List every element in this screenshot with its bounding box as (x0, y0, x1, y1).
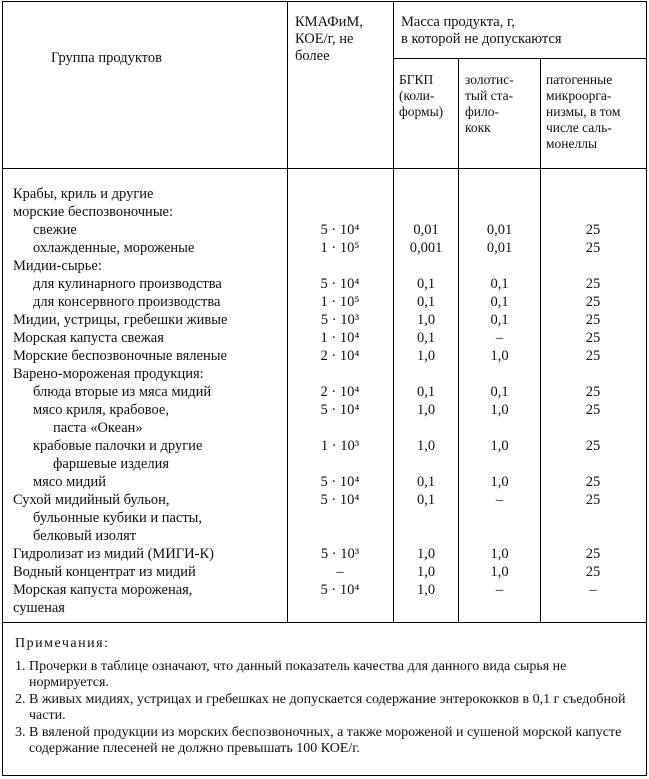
note-text: В вяленой продукции из морских беспозвоночных, а также мороженой и сушеной морской капусте содержание плесеней не должно превышать 100 КОЕ/г. (29, 724, 622, 756)
note-text: Прочерки в таблице означают, что данный показатель качества для данного вида сырья не нормируется. (29, 658, 567, 690)
row-name: Крабы, криль и другие (13, 186, 154, 202)
header-subdivider (393, 58, 646, 59)
row-kmafanm: 1 · 10⁵ (320, 240, 360, 256)
table-row (3, 185, 646, 203)
row-bgkp: 1,0 (416, 582, 436, 598)
header-group: Группа продуктов (51, 50, 162, 66)
table-row (3, 275, 646, 293)
row-kmafanm: 1 · 10⁴ (320, 330, 360, 346)
row-pathogen: 25 (585, 438, 601, 454)
row-kmafanm: 1 · 10³ (320, 438, 360, 454)
notes-list (15, 659, 640, 758)
table-row (3, 581, 646, 599)
row-pathogen: 25 (585, 474, 601, 490)
row-name: охлажденные, мороженые (33, 240, 195, 256)
row-name: Мидии-сырье: (13, 258, 102, 274)
row-pathogen: 25 (585, 240, 601, 256)
note-item (15, 692, 640, 725)
row-name: для консервного производства (33, 294, 221, 310)
row-pathogen: 25 (585, 330, 601, 346)
row-bgkp: 0,01 (413, 222, 439, 238)
row-bgkp: 1,0 (416, 348, 436, 364)
row-pathogen: 25 (585, 384, 601, 400)
row-staph: 0,1 (490, 312, 509, 328)
table-row (3, 419, 646, 437)
table-row (3, 257, 646, 275)
row-bgkp: 1,0 (416, 402, 436, 418)
row-name: морские беспозвоночные: (13, 204, 174, 220)
header-staph: золотис- тый ста- фило- кокк (465, 72, 514, 135)
table-row (3, 437, 646, 455)
row-bgkp: 0,1 (416, 276, 436, 292)
row-pathogen: 25 (585, 402, 601, 418)
row-kmafanm: 5 · 10⁴ (320, 474, 360, 490)
row-name: крабовые палочки и другие (33, 438, 203, 454)
row-name: мясо мидий (33, 474, 106, 490)
row-name: для кулинарного производства (33, 276, 222, 292)
row-bgkp: 0,1 (416, 330, 436, 346)
row-staph: 1,0 (490, 564, 509, 580)
table-row (3, 599, 646, 617)
row-name: свежие (33, 222, 77, 238)
row-pathogen: 25 (585, 312, 601, 328)
note-number: 3. (15, 724, 26, 740)
table-row (3, 347, 646, 365)
table-row (3, 329, 646, 347)
row-pathogen: – (589, 582, 597, 598)
row-bgkp: 0,1 (416, 492, 436, 508)
header-mass: Масса продукта, г, в которой не допускаются (401, 14, 562, 47)
row-name: блюда вторые из мяса мидий (33, 384, 212, 400)
table-row (3, 239, 646, 257)
table-row (3, 545, 646, 563)
table-body (3, 185, 646, 617)
header-pathogen: патогенные микроорга- низмы, в том числе саль- монеллы (546, 72, 621, 151)
table-row (3, 455, 646, 473)
row-pathogen: 25 (585, 294, 601, 310)
row-kmafanm: 5 · 10⁴ (320, 492, 360, 508)
row-pathogen: 25 (585, 564, 601, 580)
row-pathogen: 25 (585, 276, 601, 292)
row-name: сушеная (13, 600, 65, 616)
row-name: Морские беспозвоночные вяленые (13, 348, 227, 364)
row-name: белковый изолят (33, 528, 137, 544)
row-kmafanm: 5 · 10⁴ (320, 582, 360, 598)
row-staph: 1,0 (490, 546, 509, 562)
row-name: Водный концентрат из мидий (13, 564, 196, 580)
row-pathogen: 25 (585, 492, 601, 508)
row-name: фаршевые изделия (53, 456, 170, 472)
row-staph: – (495, 582, 504, 598)
row-name: бульонные кубики и пасты, (33, 510, 203, 526)
row-pathogen: 25 (585, 222, 601, 238)
row-staph: 1,0 (490, 348, 509, 364)
table-row (3, 401, 646, 419)
table-row (3, 509, 646, 527)
row-staph: 0,1 (490, 276, 509, 292)
table-row (3, 473, 646, 491)
row-staph: 1,0 (490, 402, 509, 418)
row-name: Сухой мидийный бульон, (13, 492, 170, 508)
row-bgkp: 0,1 (416, 294, 436, 310)
row-name: Морская капуста мороженая, (13, 582, 193, 598)
notes-title: Примечания: (15, 636, 110, 651)
row-staph: 0,1 (490, 384, 509, 400)
table-bottom-line (3, 622, 646, 623)
table-row (3, 527, 646, 545)
document-table (2, 1, 647, 776)
row-kmafanm: 2 · 10⁴ (320, 384, 360, 400)
row-pathogen: 25 (585, 546, 601, 562)
table-row (3, 365, 646, 383)
row-kmafanm: 5 · 10³ (320, 546, 360, 562)
note-number: 2. (15, 691, 26, 707)
row-bgkp: 0,1 (416, 474, 436, 490)
row-staph: 0,01 (486, 240, 513, 256)
row-bgkp: 1,0 (416, 546, 436, 562)
row-staph: 0,1 (490, 294, 509, 310)
header-bgkp: БГКП (коли- формы) (399, 72, 444, 119)
row-pathogen: 25 (585, 348, 601, 364)
row-kmafanm: – (336, 564, 344, 580)
row-staph: 1,0 (490, 474, 509, 490)
table-row (3, 563, 646, 581)
note-item (15, 725, 640, 758)
row-staph: – (495, 492, 504, 508)
row-kmafanm: 5 · 10⁴ (320, 402, 360, 418)
row-name: Варено-мороженая продукция: (13, 366, 204, 382)
row-kmafanm: 5 · 10⁴ (320, 222, 360, 238)
row-staph: – (495, 330, 504, 346)
header-kmafanm: КМАФиМ, КОЕ/г, не более (295, 14, 363, 64)
note-item (15, 659, 640, 692)
row-name: Гидролизат из мидий (МИГИ-К) (13, 546, 214, 562)
row-kmafanm: 5 · 10⁴ (320, 276, 360, 292)
row-kmafanm: 2 · 10⁴ (320, 348, 360, 364)
note-number: 1. (15, 658, 26, 674)
row-name: Морская капуста свежая (13, 330, 164, 346)
row-kmafanm: 5 · 10³ (320, 312, 360, 328)
row-name: паста «Океан» (53, 420, 143, 436)
row-name: мясо криля, крабовое, (33, 402, 169, 418)
note-text: В живых мидиях, устрицах и гребешках не допускается содержание энтерококков в 0,1 г съедобной части. (29, 691, 626, 723)
table-row (3, 293, 646, 311)
row-name: Мидии, устрицы, гребешки живые (13, 312, 228, 328)
table-row (3, 221, 646, 239)
table-row (3, 203, 646, 221)
table-row (3, 491, 646, 509)
row-bgkp: 1,0 (416, 438, 436, 454)
row-staph: 0,01 (486, 222, 513, 238)
table-row (3, 311, 646, 329)
row-bgkp: 1,0 (416, 312, 436, 328)
row-bgkp: 0,001 (409, 240, 443, 256)
header-bottom-line (3, 168, 646, 169)
row-bgkp: 0,1 (416, 384, 436, 400)
table-row (3, 383, 646, 401)
row-bgkp: 1,0 (416, 564, 436, 580)
row-staph: 1,0 (490, 438, 509, 454)
row-kmafanm: 1 · 10⁵ (320, 294, 360, 310)
notes-section (15, 636, 640, 758)
